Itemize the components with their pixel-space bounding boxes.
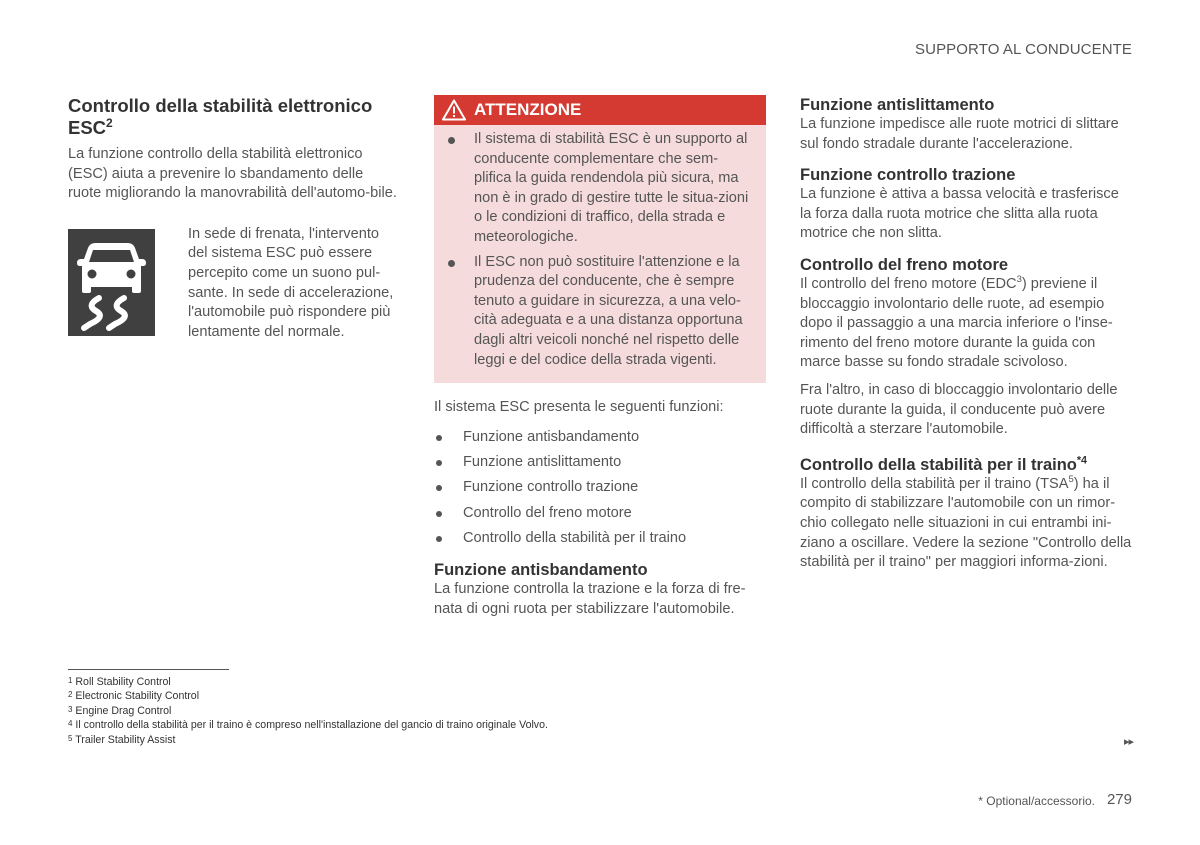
antisbandamento-heading: Funzione antisbandamento (434, 561, 648, 580)
antisbandamento-text: La funzione controlla la trazione e la forza di fre-nata di ogni ruota per stabilizzare l'automobile. (434, 581, 746, 618)
traino-heading: Controllo della stabilità per il traino$^{*4}$ (800, 454, 1088, 474)
footnote-ref: *4 (1076, 454, 1088, 467)
list-item: Funzione antisbandamento (434, 428, 766, 448)
footnotes (68, 675, 548, 747)
next-page-arrows-icon[interactable]: ▸▸ (1123, 736, 1133, 748)
footnote-item: $^1$ Roll Stability Control (68, 676, 171, 688)
page-section-header: SUPPORTO AL CONDUCENTE (915, 41, 1132, 58)
warning-box (434, 95, 766, 383)
freno-motore-text-2: Fra l'altro, in caso di bloccaggio involontario delle ruote durante la guida, il conducente può avere difficoltà a sterzare l'automobile. (800, 381, 1118, 438)
footnote-item: $^4$ Il controllo della stabilità per il traino è compreso nell'installazione del gancio di traino originale Volvo. (68, 719, 548, 732)
footnote-item: $^3$ Engine Drag Control (68, 704, 172, 717)
list-item: Funzione antislittamento (434, 453, 766, 473)
antislittamento-text: La funzione impedisce alle ruote motrici di slittare sul fondo stradale durante l'accelerazione. (800, 116, 1119, 152)
column-functions-detail (800, 95, 1133, 573)
warning-item: Il sistema di stabilità ESC è un supporto al conducente complementare che sem-plifica la guida rendendola più sicura, ma non è in grado di gestire tutte le situa-zioni o le condizioni di traffico, della strada e meteorologiche. (446, 130, 754, 248)
antislittamento-heading: Funzione antislittamento (800, 96, 995, 114)
footnote-item: $^2$ Electronic Stability Control (68, 690, 200, 703)
trazione-text: La funzione è attiva a bassa velocità e trasferisce la forza dalla ruota motrice che slitta alla ruota motrice che non slitta. (800, 186, 1119, 242)
section-title: Controllo della stabilità elettronico ESC$^2$ (68, 95, 373, 138)
footnote-ref: 2 (106, 115, 113, 130)
freno-motore-heading: Controllo del freno motore (800, 255, 1009, 274)
list-item: Controllo della stabilità per il traino (434, 529, 766, 549)
warning-title: ATTENZIONE (474, 100, 582, 119)
warning-triangle-icon (442, 99, 466, 121)
column-esc-intro (68, 95, 400, 345)
functions-list (434, 428, 766, 549)
column-warning-functions (434, 95, 766, 620)
optional-note: * Optional/accessorio. (978, 794, 1095, 808)
footnote-item: $^5$ Trailer Stability Assist (68, 733, 176, 746)
list-item: Controllo del freno motore (434, 504, 766, 524)
warning-item: Il ESC non può sostituire l'attenzione e la prudenza del conducente, che è sempre tenuto a guidare in sicurezza, a una velo-cità adeguata e a una distanza opportuna dagli altri veicoli nonché nel rispetto delle leggi e del codice della strada vigenti. (446, 253, 754, 371)
page-number: 279 (1106, 791, 1132, 808)
intro-paragraph: La funzione controllo della stabilità elettronico (ESC) aiuta a prevenire lo sbandamento delle ruote migliorando la manovrabilità dell'automo-bile. (68, 146, 397, 202)
trazione-heading: Funzione controllo trazione (800, 166, 1016, 185)
footnote-divider (68, 669, 229, 670)
list-item: Funzione controllo trazione (434, 478, 766, 498)
icon-note (68, 225, 400, 345)
traino-text: Il controllo della stabilità per il traino (TSA$^5$) ha il compito di stabilizzare l'automobile con un rimor-chio collegato nelle situazioni in cui entrambi ini-ziano a oscillare. Vedere la sezione "Controllo della stabilità per il traino" per maggiori informa-zioni. (800, 473, 1132, 571)
icon-description: In sede di frenata, l'intervento del sistema ESC può essere percepito come un suono pul-sante. In sede di accelerazione, l'automobile può rispondere più lentamente del normale. (188, 225, 394, 340)
esc-skid-car-icon (68, 229, 155, 336)
warning-list (434, 125, 766, 370)
footnote-ref: 3 (1016, 274, 1022, 286)
functions-intro: Il sistema ESC presenta le seguenti funzioni: (434, 399, 724, 416)
footnote-ref: 5 (1068, 473, 1074, 485)
freno-motore-text: Il controllo del freno motore (EDC$^3$) previene il bloccaggio involontario delle ruote, ad esempio dopo il passaggio a una marcia inferiore o l'inse-rimento del freno motore durante la guida con marce basse su fondo stradale scivoloso. (800, 274, 1113, 371)
warning-header (434, 95, 766, 125)
